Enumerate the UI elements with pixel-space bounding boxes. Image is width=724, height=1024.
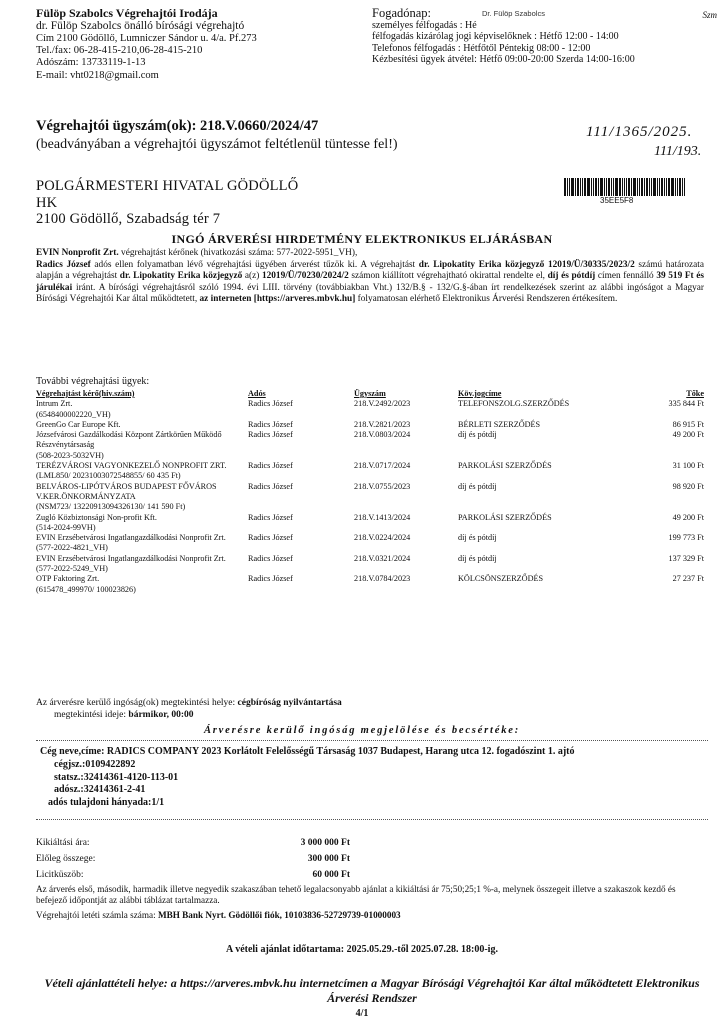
creditor-reference: (6548400002220_VH) <box>36 409 111 419</box>
office-hours-line: Telefonos félfogadás : Hétfőtől Péntekig 08:00 - 12:00 <box>372 42 591 54</box>
claim-type-cell: díj és pótdíj <box>458 481 497 491</box>
case-number-note: (beadványában a végrehajtói ügyszámot feltétlenül tüntesse fel!) <box>36 137 398 152</box>
principal-cell: 98 920 Ft <box>672 481 704 491</box>
recipient-name: POLGÁRMESTERI HIVATAL GÖDÖLLŐ <box>36 178 299 194</box>
office-name: Fülöp Szabolcs Végrehajtói Irodája <box>36 6 218 20</box>
claim-type-cell: PARKOLÁSI SZERZŐDÉS <box>458 461 552 471</box>
creditor-cell <box>36 420 248 430</box>
creditor-reference: (577-2022-4821_VH) <box>36 543 108 553</box>
creditor-name: TERÉZVÁROSI VAGYONKEZELŐ NONPROFIT ZRT. <box>36 461 227 471</box>
price-value: 60 000 Ft <box>312 870 350 881</box>
column-header-principal: Tőke <box>686 389 704 398</box>
recipient-address: 2100 Gödöllő, Szabadság tér 7 <box>36 211 221 227</box>
page-number: 4/1 <box>355 1008 369 1019</box>
price-value: 3 000 000 Ft <box>300 838 350 848</box>
lot-tax-number: adósz.:32414361-2-41 <box>54 784 146 796</box>
principal-cell: 199 773 Ft <box>668 533 704 543</box>
handwritten-registry-number-2: 111/193. <box>654 144 702 159</box>
recipient-block <box>36 178 298 228</box>
case-number-cell: 218.V.0224/2024 <box>354 533 411 543</box>
office-hours-line: Kézbesítési ügyek átvétel: Hétfő 09:00-20:00 Szerda 14:00-16:00 <box>372 54 635 66</box>
office-subtitle: dr. Fülöp Szabolcs önálló bírósági végrehajtó <box>36 20 245 32</box>
price-label: Licitküszöb: <box>36 870 84 881</box>
inspection-time: megtekintési ideje: bármikor, 00:00 <box>54 709 194 720</box>
creditor-name: EVIN Erzsébetvárosi Ingatlangazdálkodási Nonprofit Zrt. <box>36 553 226 563</box>
creditor-reference: (508-2023-5032VH) <box>36 450 104 460</box>
creditor-cell <box>36 574 248 595</box>
price-value: 300 000 Ft <box>307 854 350 865</box>
office-phone: Tel./fax: 06-28-415-210,06-28-415-210 <box>36 45 203 57</box>
creditor-cell <box>36 461 248 482</box>
principal-cell: 27 237 Ft <box>672 574 704 584</box>
creditor-cell <box>36 430 248 461</box>
claim-type-cell: BÉRLETI SZERZŐDÉS <box>458 419 541 429</box>
office-email: E-mail: vht0218@gmail.com <box>36 69 159 81</box>
case-number-cell: 218.V.0321/2024 <box>354 553 411 563</box>
creditor-name: GreenGo Car Europe Kft. <box>36 419 121 429</box>
table-row <box>36 482 704 513</box>
case-number: Végrehajtói ügyszám(ok): 218.V.0660/2024/47 <box>36 118 319 134</box>
table-row <box>36 554 704 575</box>
cases-table <box>36 389 704 595</box>
column-header-claim-type: Köv.jogcíme <box>458 389 502 398</box>
column-header-creditor: Végrehajtást kérő(hiv.szám) <box>36 389 135 398</box>
claim-type-cell: TELEFONSZOLG.SZERZŐDÉS <box>458 399 570 409</box>
lot-registry-number: cégjsz.:0109422892 <box>54 758 136 770</box>
claim-type-cell: KÖLCSÖNSZERZŐDÉS <box>458 574 544 584</box>
principal-cell: 49 200 Ft <box>672 512 704 522</box>
creditor-name: Józsefvárosi Gazdálkodási Központ Zártkörűen Működő Részvénytársaság <box>36 430 222 450</box>
case-number-cell: 218.V.2821/2023 <box>354 419 411 429</box>
principal-cell: 49 200 Ft <box>672 430 704 440</box>
principal-cell: 86 915 Ft <box>672 419 704 429</box>
notice-paragraph-1: EVIN Nonprofit Zrt. végrehajtást kérőnek (hivatkozási száma: 577-2022-5951_VH), <box>36 248 358 258</box>
creditor-reference: (NSM723/ 13220913094326130/ 141 590 Ft) <box>36 502 186 512</box>
table-row <box>36 430 704 461</box>
column-header-case-number: Ügyszám <box>354 389 386 398</box>
offer-place: Vételi ajánlattételi helye: a https://arveres.mbvk.hu internetcímen a Magyar Bírósági Végrehajtói Kar által működtetett Elektronikus Árverési Rendszer <box>44 976 700 1005</box>
creditor-name: Zugló Közbiztonsági Non-profit Kft. <box>36 512 157 522</box>
principal-cell: 137 329 Ft <box>668 553 704 563</box>
cases-table-body <box>36 399 704 595</box>
inspection-place: Az árverésre kerülő ingóság(ok) megtekintési helye: cégbíróság nyilvántartása <box>36 698 342 708</box>
lot-statistical-number: statsz.:32414361-4120-113-01 <box>54 771 179 783</box>
price-row <box>36 867 350 883</box>
principal-cell: 31 100 Ft <box>672 461 704 471</box>
creditor-reference: (LML850/ 20231003072548855/ 60 435 Ft) <box>36 471 181 481</box>
creditor-cell <box>36 554 248 575</box>
offer-period: A vételi ajánlat időtartama: 2025.05.29.-től 2025.07.28. 18:00-ig. <box>226 944 498 955</box>
lot-company: Cég neve,címe: RADICS COMPANY 2023 Korlátolt Felelősségű Társaság 1037 Budapest, Harang utca 12. fogadószint 1. ajtó <box>40 746 575 757</box>
barcode <box>564 178 702 196</box>
debtor-cell: Radics József <box>248 533 293 543</box>
notice-body <box>36 248 704 306</box>
creditor-cell <box>36 533 248 554</box>
office-tax-number: Adószám: 13733119-1-13 <box>36 57 146 69</box>
creditor-reference: (577-2022-5249_VH) <box>36 564 108 574</box>
office-header <box>36 6 366 82</box>
creditor-name: Intrum Zrt. <box>36 399 73 409</box>
office-hours <box>372 6 717 66</box>
lot-details <box>40 746 575 810</box>
office-hours-line: félfogadás kizárólag jogi képviselőknek : Hétfő 12:00 - 14:00 <box>372 31 619 43</box>
case-number-cell: 218.V.2492/2023 <box>354 399 411 409</box>
price-label: Kikiáltási ára: <box>36 838 90 848</box>
creditor-name: OTP Faktoring Zrt. <box>36 574 100 584</box>
barcode-number: 35EE5F8 <box>600 196 634 205</box>
claim-type-cell: PARKOLÁSI SZERZŐDÉS <box>458 512 552 522</box>
claim-type-cell: díj és pótdíj <box>458 553 497 563</box>
table-row <box>36 533 704 554</box>
price-label: Előleg összege: <box>36 854 96 865</box>
table-row <box>36 420 704 430</box>
creditor-name: BELVÁROS-LIPÓTVÁROS BUDAPEST FŐVÁROS V.KER.ÖNKORMÁNYZATA <box>36 481 217 501</box>
debtor-cell: Radics József <box>248 419 293 429</box>
bid-stages-note: Az árverés első, második, harmadik illetve negyedik szakaszában tehető legalacsonyabb ajánlat a kikiáltási ár 75;50;25;1 %-a, melynek összegeit illetve a szakaszok kezdő és befejező időpontját az alábbi táblázat tartalmazza. <box>36 884 676 906</box>
case-number-cell: 218.V.0803/2024 <box>354 430 411 440</box>
notice-paragraph-2: Radics József adós ellen folyamatban lévő végrehajtási ügyében árverést tűzök ki. A végrehajtást dr. Lipokatity Erika közjegyző 12019/Ü/30335/2023/2 számú határozata alapján a végrehajtást dr. Lipokatity Erika közjegyző a(z) 12019/Ü/70230/2024/2 számon kiállított végrehajtható okirattal rendelte el, díj és pótdíj címen fennálló 39 519 Ft és járulékai iránt. A bírósági végrehajtásról szóló 1994. évi LIII. törvény (továbbiakban Vht.) 132/B.§ - 132/G.§-ában írt rendelkezések szerint az alábbi ingóságot a Magyar Bírósági Végrehajtói Kar által működtetett, az interneten [https://arveres.mbvk.hu] folyamatosan elérhető Elektronikus Árverési Rendszeren értékesítem. <box>36 259 705 304</box>
claim-type-cell: díj és pótdíj <box>458 430 497 440</box>
handwritten-registry-number: 111/1365/2025. <box>586 124 693 140</box>
creditor-cell <box>36 399 248 420</box>
lot-title: Árverésre kerülő ingóság megjelölése és becsértéke: <box>203 725 521 736</box>
price-row <box>36 835 350 851</box>
price-row <box>36 851 350 867</box>
debtor-cell: Radics József <box>248 399 293 409</box>
debtor-cell: Radics József <box>248 430 293 440</box>
handwritten-signature: Szm <box>702 10 717 20</box>
table-row <box>36 574 704 595</box>
recipient-line2: HK <box>36 194 58 211</box>
office-address: Cím 2100 Gödöllő, Lumniczer Sándor u. 4/a. Pf.273 <box>36 33 257 44</box>
case-number-cell: 218.V.0784/2023 <box>354 574 411 584</box>
cases-table-title: További végrehajtási ügyek: <box>36 376 150 387</box>
principal-cell: 335 844 Ft <box>668 399 704 409</box>
debtor-cell: Radics József <box>248 553 293 563</box>
table-row <box>36 461 704 482</box>
table-row <box>36 399 704 420</box>
column-header-debtor: Adós <box>248 389 266 398</box>
creditor-cell <box>36 513 248 534</box>
office-hours-label: Fogadónap: <box>372 6 432 20</box>
creditor-reference: (514-2024-99VH) <box>36 522 96 532</box>
debtor-cell: Radics József <box>248 461 293 471</box>
debtor-cell: Radics József <box>248 481 293 491</box>
document-title: INGÓ ÁRVERÉSI HIRDETMÉNY ELEKTRONIKUS ELJÁRÁSBAN <box>171 232 553 246</box>
signature-stamp: Dr. Fülöp Szabolcs <box>482 9 545 18</box>
case-number-cell: 218.V.0717/2024 <box>354 461 411 471</box>
case-number-cell: 218.V.0755/2023 <box>354 481 411 491</box>
claim-type-cell: díj és pótdíj <box>458 533 497 543</box>
debtor-cell: Radics József <box>248 512 293 522</box>
lot-ownership-share: adós tulajdoni hányada:1/1 <box>48 797 165 809</box>
creditor-name: EVIN Erzsébetvárosi Ingatlangazdálkodási Nonprofit Zrt. <box>36 533 226 543</box>
creditor-reference: (615478_499970/ 100023826) <box>36 584 136 594</box>
debtor-cell: Radics József <box>248 574 293 584</box>
creditor-cell <box>36 482 248 513</box>
price-list <box>36 835 350 884</box>
table-row <box>36 513 704 534</box>
inspection-info <box>36 698 342 721</box>
office-hours-line: személyes félfogadás : Hé <box>372 20 477 31</box>
case-number-cell: 218.V.1413/2024 <box>354 512 411 522</box>
escrow-account: Végrehajtói letéti számla száma: MBH Bank Nyrt. Gödöllői fiók, 10103836-52729739-01000003 <box>36 910 401 920</box>
